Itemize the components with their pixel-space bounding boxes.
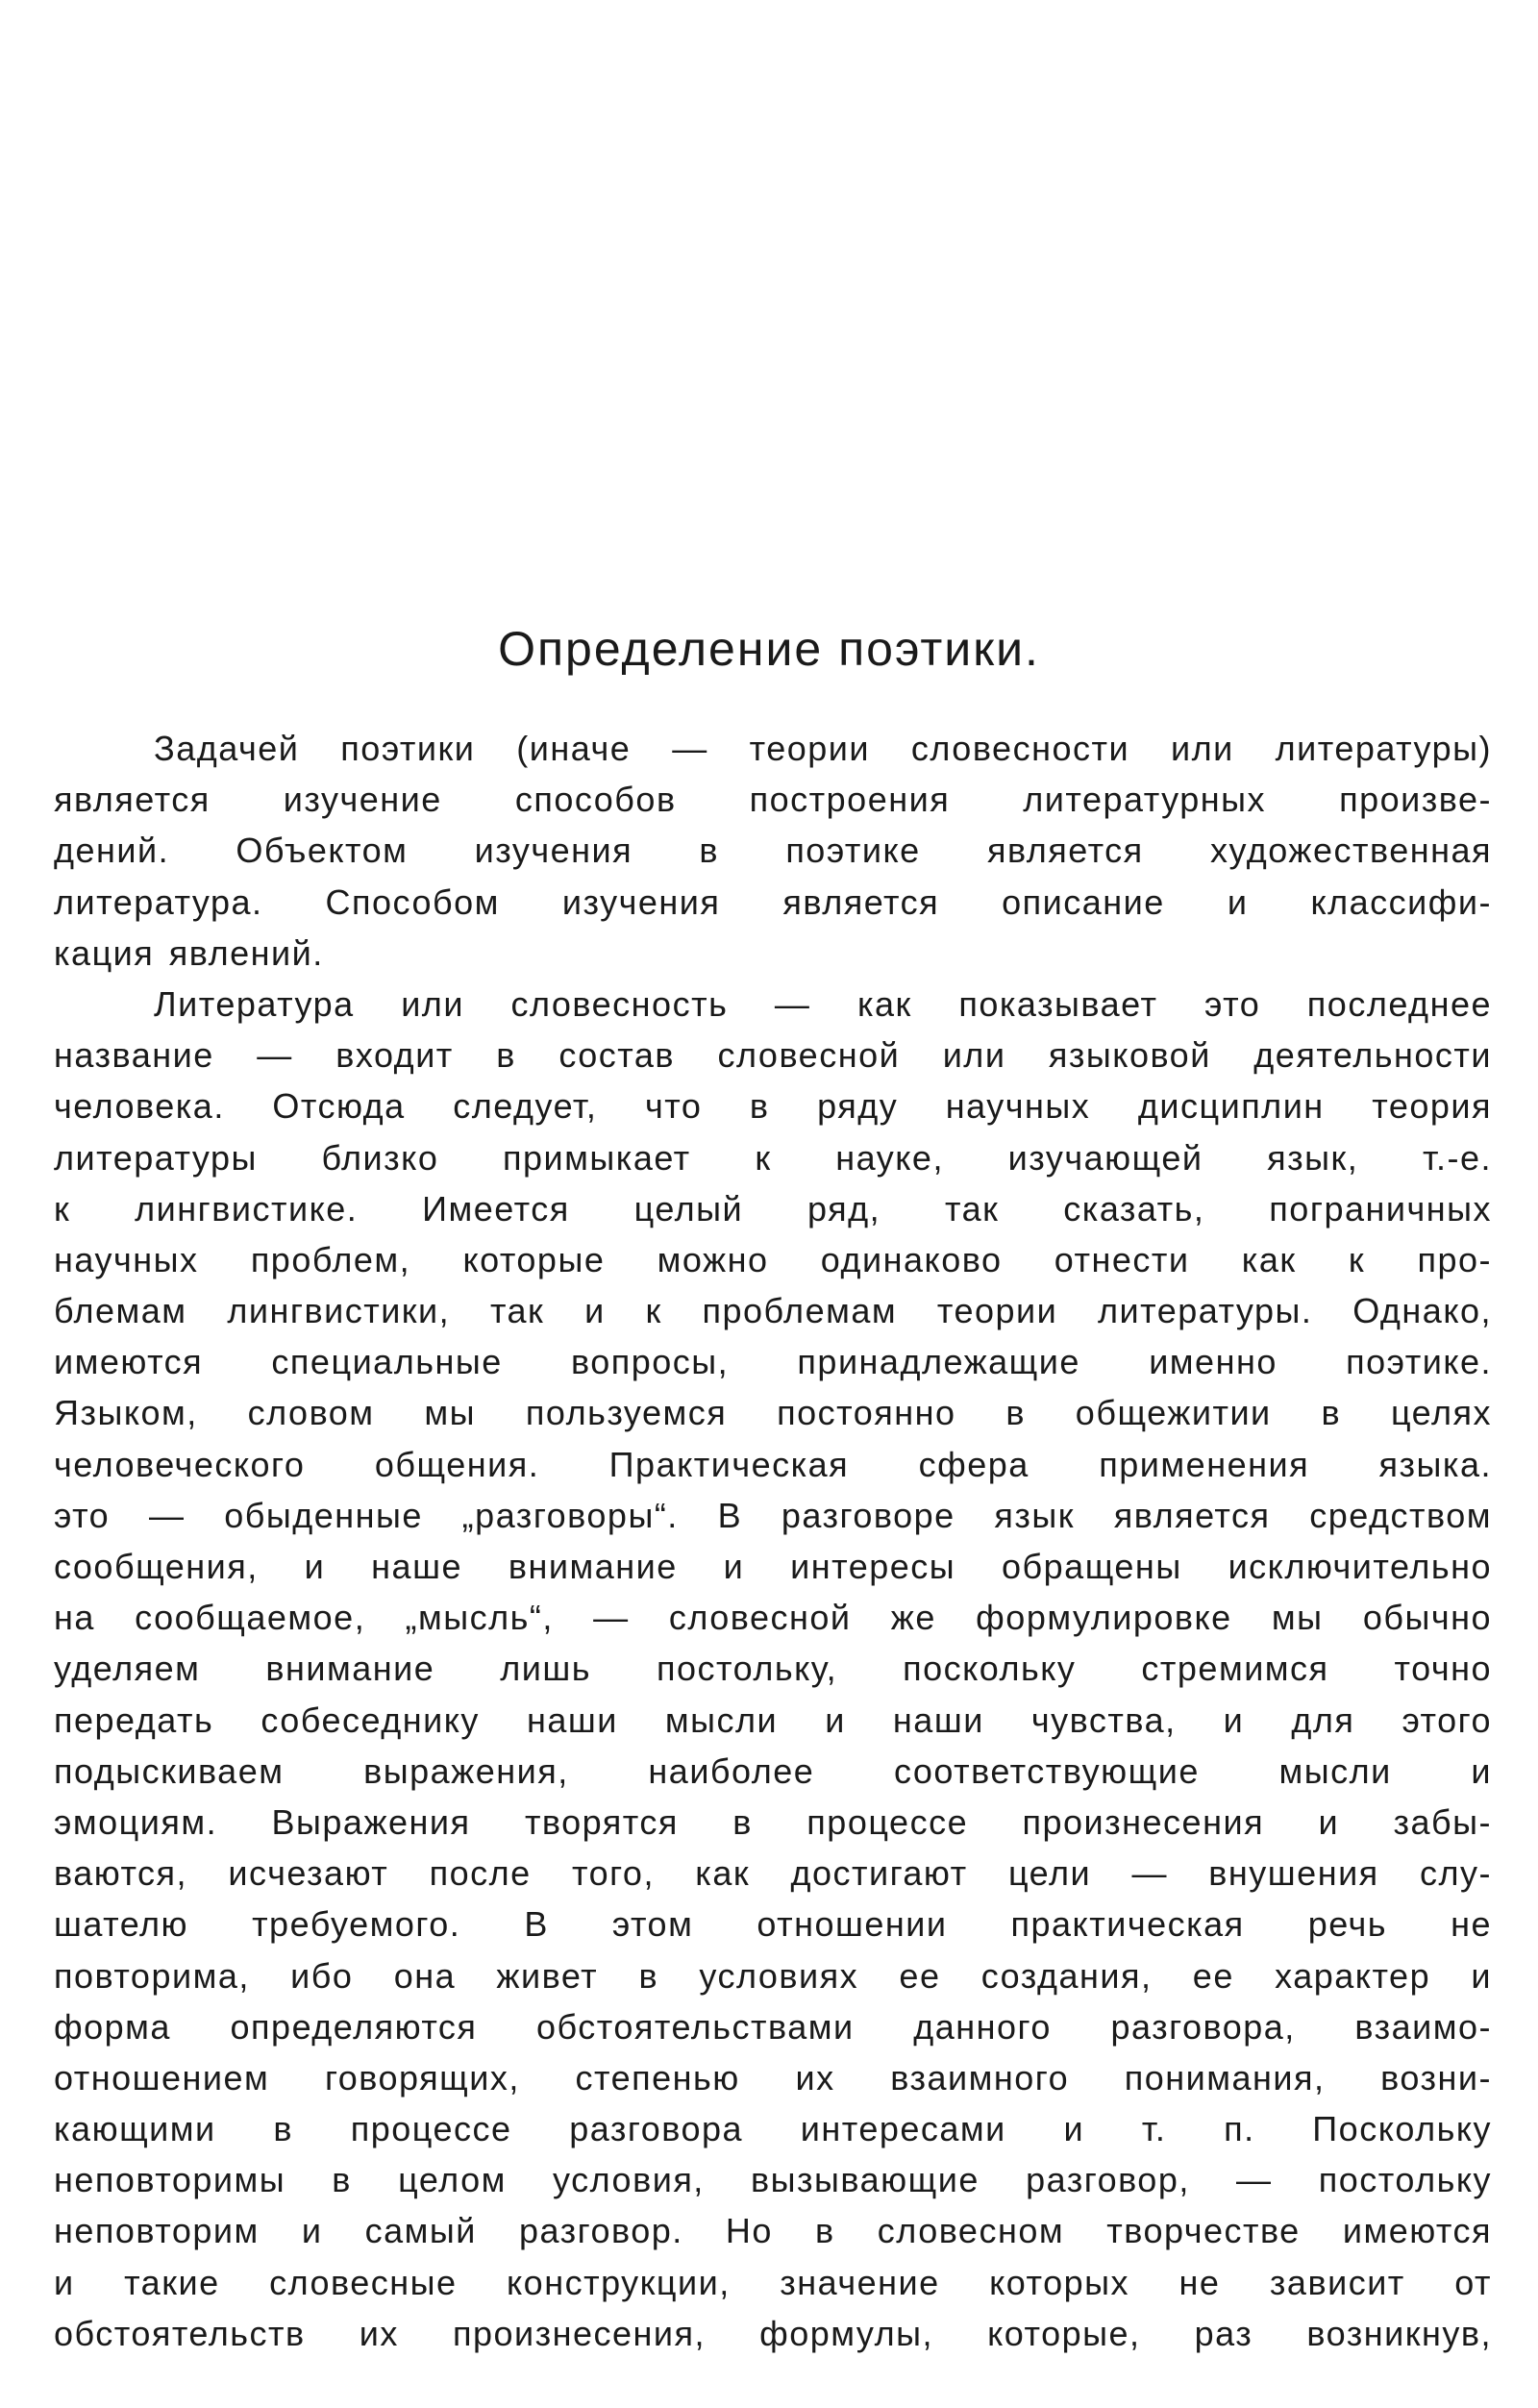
- text-line: имеются специальные вопросы, принадлежащие именно поэтике.: [54, 1342, 1492, 1382]
- text-line: Литература или словесность — как показывает это последнее: [154, 983, 1492, 1024]
- text-line: и такие словесные конструкции, значение которых не зависит от: [54, 2262, 1492, 2302]
- text-line: кающими в процессе разговора интересами и т. п. Поскольку: [54, 2109, 1492, 2149]
- text-line: кация явлений.: [54, 932, 324, 973]
- text-line: к лингвистике. Имеется целый ряд, так сказать, пограничных: [54, 1188, 1492, 1229]
- text-line: неповторим и самый разговор. Но в словесном творчестве имеются: [54, 2211, 1492, 2251]
- text-line: уделяем внимание лишь постольку, поскольку стремимся точно: [54, 1649, 1492, 1689]
- text-line: подыскиваем выражения, наиболее соответствующие мысли и: [54, 1750, 1492, 1791]
- text-line: блемам лингвистики, так и к проблемам теории литературы. Однако,: [54, 1291, 1492, 1331]
- text-line: название — входит в состав словесной или языковой деятельности: [54, 1035, 1492, 1076]
- body-text: [54, 723, 1492, 2359]
- paragraph: [54, 723, 1492, 979]
- text-line: человеческого общения. Практическая сфера применения языка.: [54, 1444, 1492, 1484]
- text-line: на сообщаемое, „мысль“, — словесной же формулировке мы обычно: [54, 1598, 1492, 1638]
- text-line: человека. Отсюда следует, что в ряду научных дисциплин теория: [54, 1086, 1492, 1127]
- text-line: дений. Объектом изучения в поэтике является художественная: [54, 831, 1492, 871]
- text-line: передать собеседнику наши мысли и наши чувства, и для этого: [54, 1700, 1492, 1740]
- text-line: ваются, исчезают после того, как достигают цели — внушения слу-: [54, 1853, 1492, 1894]
- text-line: Языком, словом мы пользуемся постоянно в общежитии в целях: [54, 1393, 1492, 1433]
- text-line: литературы близко примыкает к науке, изучающей язык, т.-е.: [54, 1137, 1492, 1178]
- text-line: эмоциям. Выражения творятся в процессе произнесения и забы-: [54, 1801, 1492, 1842]
- text-line: неповторимы в целом условия, вызывающие разговор, — постольку: [54, 2160, 1492, 2200]
- text-line: обстоятельств их произнесения, формулы, которые, раз возникнув,: [54, 2313, 1492, 2353]
- text-line: литература. Способом изучения является описание и классифи-: [54, 881, 1492, 922]
- text-line: сообщения, и наше внимание и интересы обращены исключительно: [54, 1547, 1492, 1586]
- text-line: это — обыденные „разговоры“. В разговоре язык является средством: [54, 1495, 1492, 1535]
- text-line: научных проблем, которые можно одинаково отнести как к про-: [54, 1239, 1492, 1279]
- text-line: шателю требуемого. В этом отношении практическая речь не: [54, 1904, 1492, 1945]
- chapter-title: Определение поэтики.: [498, 622, 1040, 676]
- text-line: отношением говорящих, степенью их взаимного понимания, возни-: [54, 2057, 1492, 2098]
- text-line: Задачей поэтики (иначе — теории словесности или литературы): [154, 729, 1492, 768]
- text-line: повторима, ибо она живет в условиях ее создания, ее характер и: [54, 1955, 1492, 1996]
- text-line: форма определяются обстоятельствами данного разговора, взаимо-: [54, 2006, 1492, 2047]
- text-line: является изучение способов построения литературных произве-: [54, 780, 1492, 820]
- paragraph: [54, 979, 1492, 2359]
